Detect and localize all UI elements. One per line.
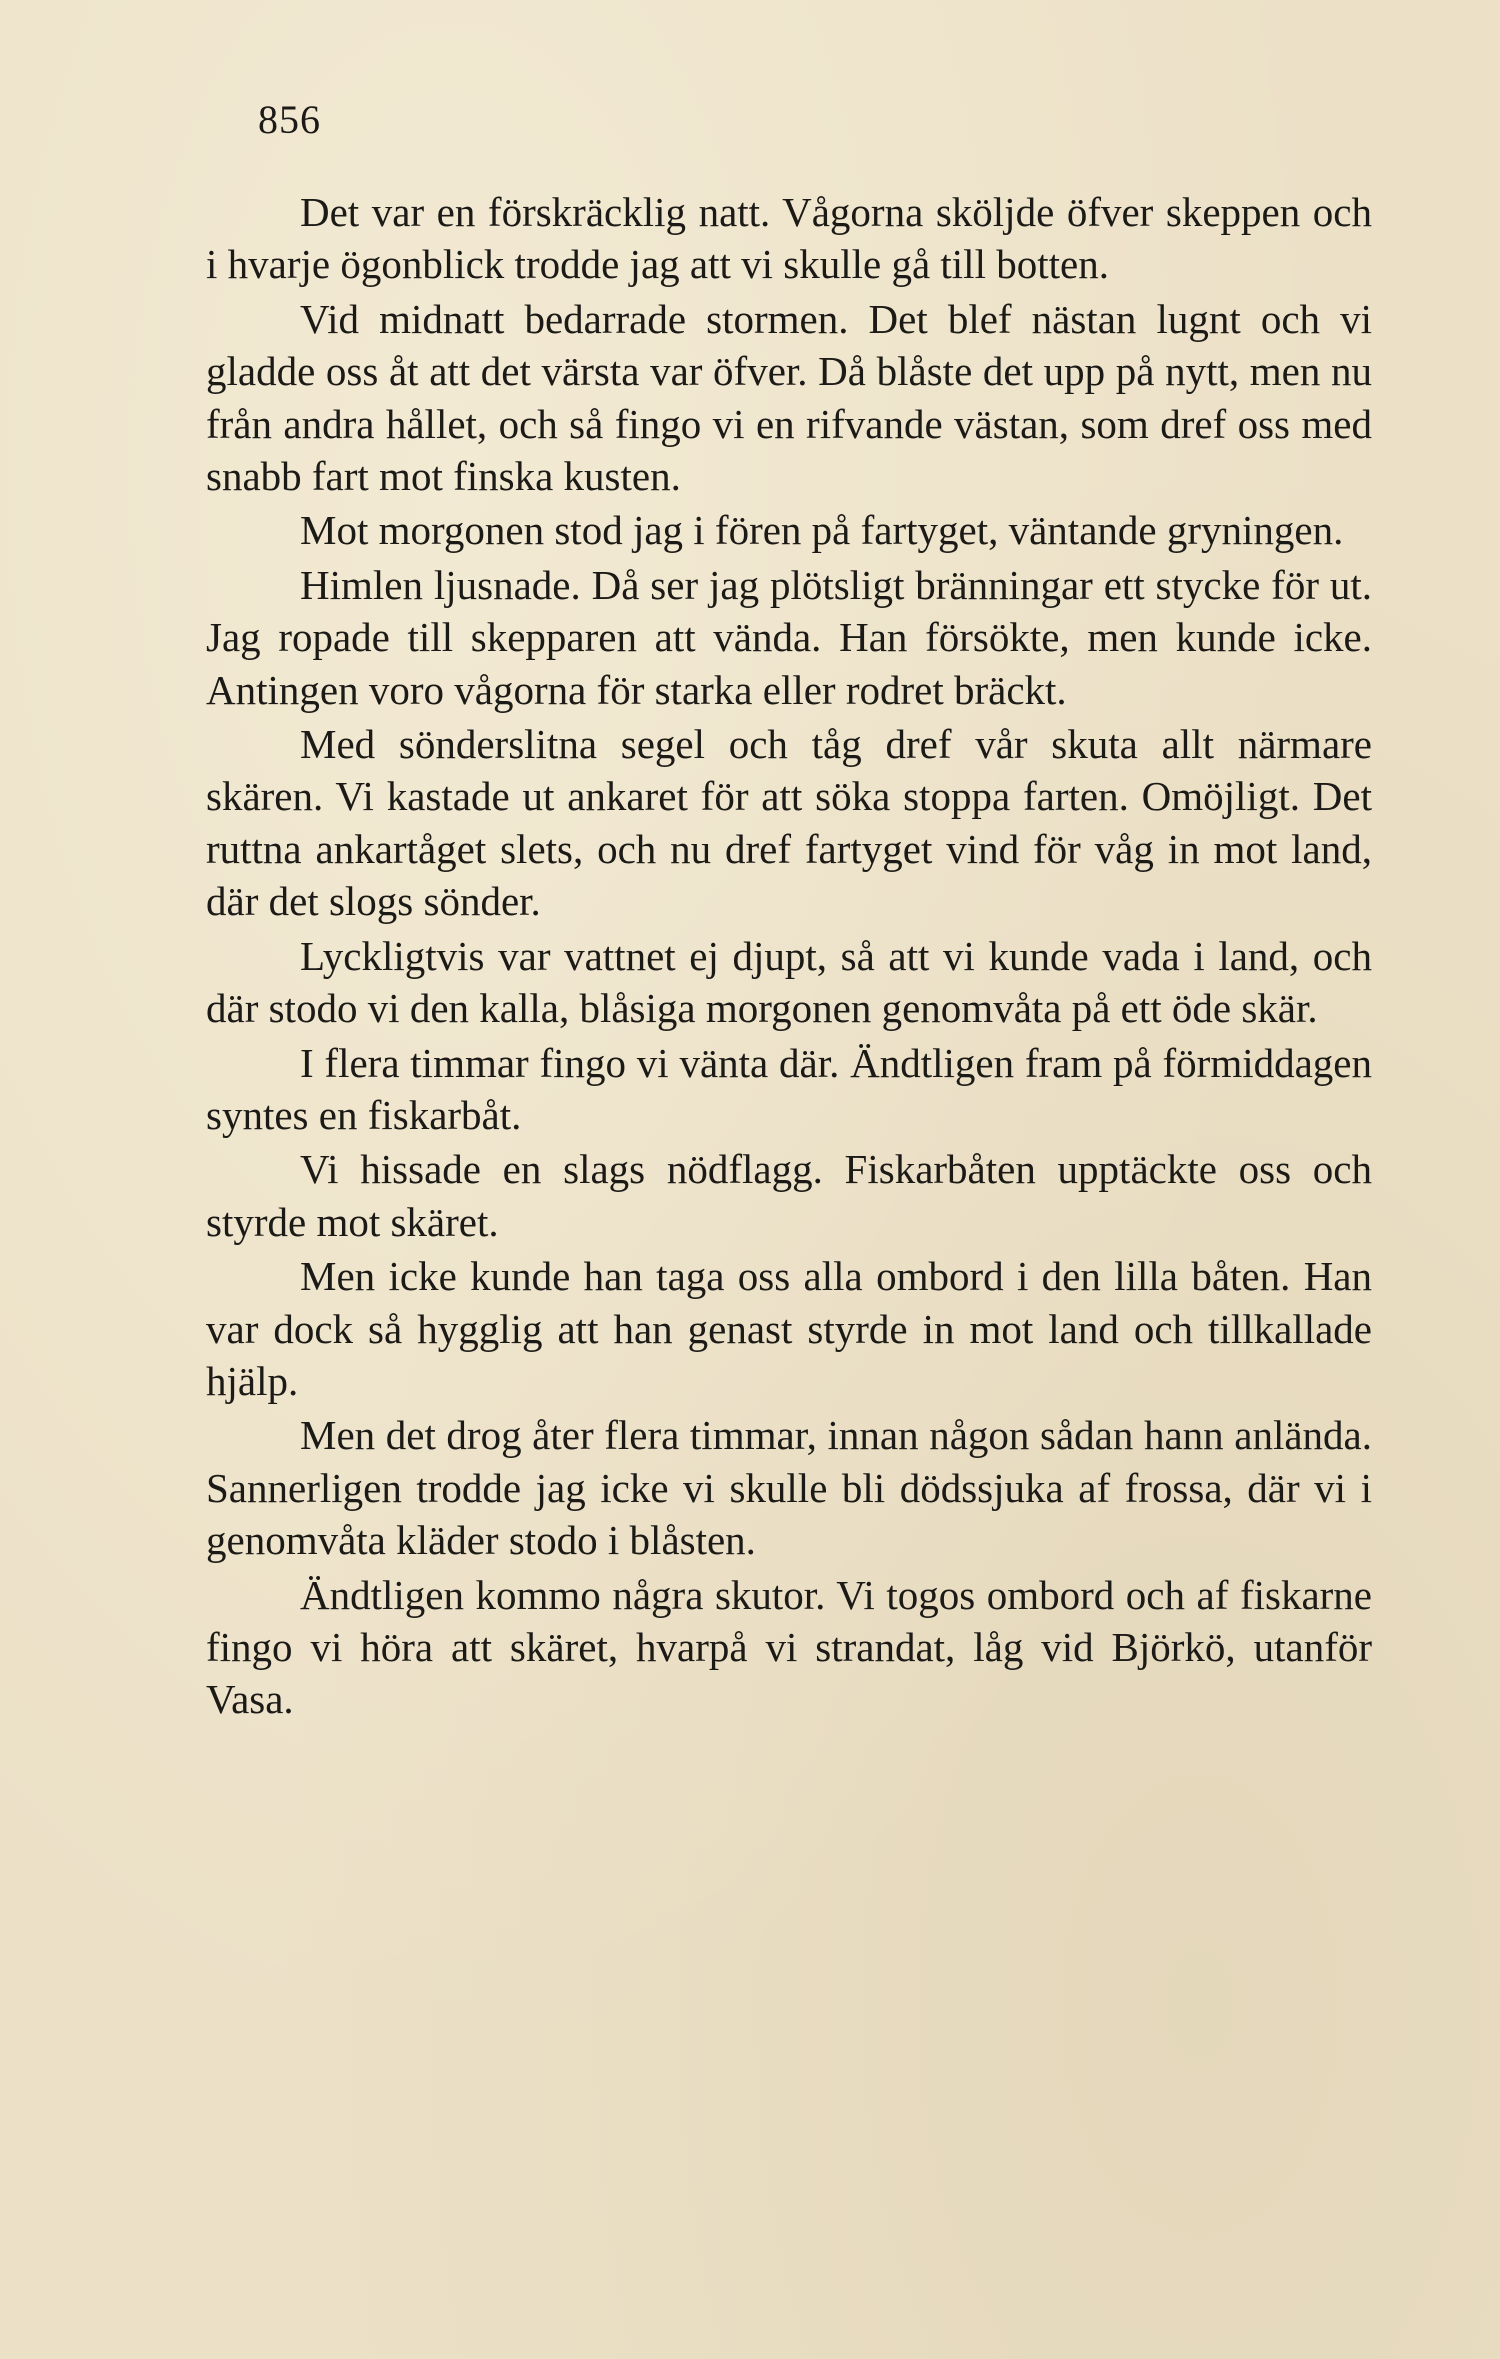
paragraph: Men det drog åter flera timmar, innan någon sådan hann anlända. Sannerligen trodde jag icke vi skulle bli dödssjuka af frossa, där vi i genomvåta kläder stodo i blåsten. [206,1412,1372,1564]
paragraph: Det var en förskräcklig natt. Vågorna sköljde öfver skeppen och i hvarje ögonblick trodde jag att vi skulle gå till botten. [206,189,1372,288]
paragraph: Lyckligtvis var vattnet ej djupt, så att vi kunde vada i land, och där stodo vi den kalla, blåsiga morgonen genomvåta på ett öde skär. [206,932,1372,1032]
page-number: 856 [258,97,321,142]
paragraph: I flera timmar fingo vi vänta där. Ändtligen fram på förmiddagen syntes en fiskarbåt. [206,1039,1372,1138]
paragraph: Mot morgonen stod jag i fören på fartyget, väntande gryningen. [300,507,1344,554]
paragraph: Vid midnatt bedarrade stormen. Det blef nästan lugnt och vi gladde oss åt att det värsta var öfver. Då blåste det upp på nytt, men nu från andra hållet, och så fingo vi en rifvande västan, som dref oss med snabb fart mot finska kusten. [206,295,1372,500]
paragraph: Vi hissade en slags nödflagg. Fiskarbåten upptäckte oss och styrde mot skäret. [206,1146,1372,1245]
paragraph: Men icke kunde han taga oss alla ombord i den lilla båten. Han var dock så hygglig att han genast styrde in mot land och tillkallade hjälp. [206,1253,1372,1404]
body-text [206,186,1372,1728]
paragraph: Med sönderslitna segel och tåg dref vår skuta allt närmare skären. Vi kastade ut ankaret för att söka stoppa farten. Omöjligt. Det ruttna ankartåget slets, och nu dref fartyget vind för våg in mot land, där det slogs sönder. [206,721,1372,925]
paragraph: Himlen ljusnade. Då ser jag plötsligt bränningar ett stycke för ut. Jag ropade till skepparen att vända. Han försökte, men kunde icke. Antingen voro vågorna för starka eller rodret bräckt. [206,561,1372,713]
paragraph: Ändtligen kommo några skutor. Vi togos ombord och af fiskarne fingo vi höra att skäret, hvarpå vi strandat, låg vid Björkö, utanför Vasa. [206,1571,1372,1723]
